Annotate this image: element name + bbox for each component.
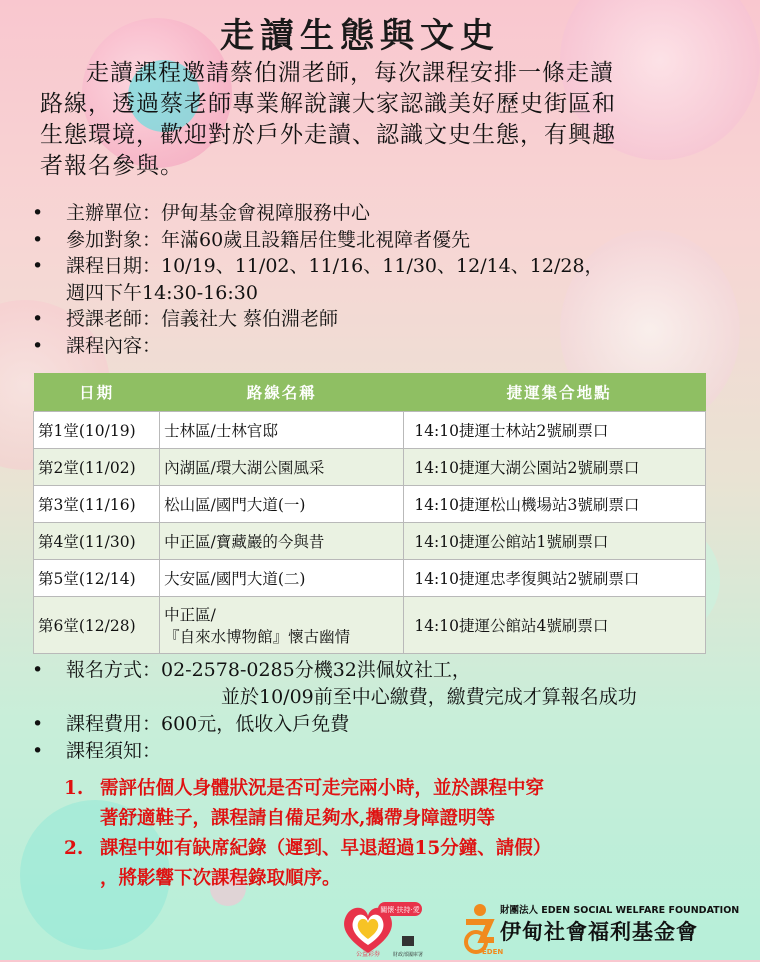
table-row [34,560,706,597]
table-cell-date: 第3堂(11/16) [34,486,160,523]
notes-list [64,774,704,894]
table-cell-meet: 14:10捷運公館站1號刷票口 [404,523,706,560]
table-row [34,412,706,449]
table-cell-meet: 14:10捷運松山機場站3號刷票口 [404,486,706,523]
notice-item: • 課程須知： [30,738,710,765]
intro-line: 者報名參與。 [40,153,184,179]
note-line: 課程中如有缺席紀錄（遲到、早退超過15分鐘、請假） [100,838,552,859]
audience-item: • 參加對象：年滿60歲且設籍居住雙北視障者優先 [30,227,710,254]
table-header: 捷運集合地點 [404,373,706,412]
table-cell-meet: 14:10捷運忠孝復興站2號刷票口 [404,560,706,597]
logo-text: 公益彩券 [355,951,381,958]
eden-mark: EDEN [482,948,504,956]
logo-text: 關懷·扶持·愛 [380,906,420,914]
signup-line: 報名方式：02-2578-0285分機32洪佩妏社工， [66,659,471,681]
eden-logo [460,900,740,956]
note-item [64,774,704,834]
table-row [34,486,706,523]
teacher-item: • 授課老師：信義社大 蔡伯淵老師 [30,306,710,333]
table-cell-date: 第1堂(10/19) [34,412,160,449]
table-cell-route: 士林區/士林官邸 [160,412,404,449]
route-table [33,373,706,654]
page-title: 走讀生態與文史 [220,16,500,56]
fee-item: • 課程費用：600元，低收入戶免費 [30,711,710,738]
table-cell-route: 中正區/寶藏巖的今與昔 [160,523,404,560]
lottery-heart-logo [338,898,428,958]
table-cell-route: 內湖區/環大湖公園風采 [160,449,404,486]
table-cell-date: 第5堂(12/14) [34,560,160,597]
note-item [64,834,704,894]
dates-line: 課程日期：10/19、11/02、11/16、11/30、12/14、12/28， [66,255,604,277]
table-cell-route: 松山區/國門大道(一) [160,486,404,523]
signup-line: 並於10/09前至中心繳費，繳費完成才算報名成功 [221,686,637,708]
organizer-item: • 主辦單位：伊甸基金會視障服務中心 [30,200,710,227]
info-list [30,200,710,359]
table-header-row [34,373,706,412]
logo-text: 財政部國庫署 [392,952,424,958]
note-line: 著舒適鞋子，課程請自備足夠水,攜帶身障證明等 [100,808,495,829]
intro-paragraph [40,58,705,182]
table-cell-route [160,597,404,654]
note-line: 需評估個人身體狀況是否可走完兩小時，並於課程中穿 [100,778,545,799]
table-header: 日期 [34,373,160,412]
intro-line: 走讀課程邀請蔡伯淵老師，每次課程安排一條走讀 [86,60,614,86]
route-line: 中正區/ [164,606,216,624]
dates-item [30,253,710,306]
table-row [34,449,706,486]
table-cell-date: 第2堂(11/02) [34,449,160,486]
intro-line: 路線，透過蔡老師專業解說讓大家認識美好歷史街區和 [40,91,616,117]
table-row [34,523,706,560]
table-row [34,597,706,654]
signup-item [30,657,710,711]
note-number: 2. [64,838,84,859]
table-cell-date: 第4堂(11/30) [34,523,160,560]
note-line: ，將影響下次課程錄取順序。 [100,868,341,889]
eden-english-name: 財團法人 EDEN SOCIAL WELFARE FOUNDATION [500,905,740,916]
table-header: 路線名稱 [160,373,404,412]
note-number: 1. [64,778,84,799]
table-cell-meet: 14:10捷運大湖公園站2號刷票口 [404,449,706,486]
intro-line: 生態環境，歡迎對於戶外走讀、認識文史生態，有興趣 [40,122,616,148]
eden-chinese-name: 伊甸社會福利基金會 [500,920,698,944]
table-cell-meet: 14:10捷運公館站4號刷票口 [404,597,706,654]
content-item: • 課程內容： [30,333,710,360]
signup-list [30,657,710,765]
table-cell-route: 大安區/國門大道(二) [160,560,404,597]
table-cell-date: 第6堂(12/28) [34,597,160,654]
dates-line: 週四下午14:30-16:30 [66,281,258,304]
table-cell-meet: 14:10捷運士林站2號刷票口 [404,412,706,449]
route-line: 『自來水博物館』懷古幽情 [164,628,351,646]
